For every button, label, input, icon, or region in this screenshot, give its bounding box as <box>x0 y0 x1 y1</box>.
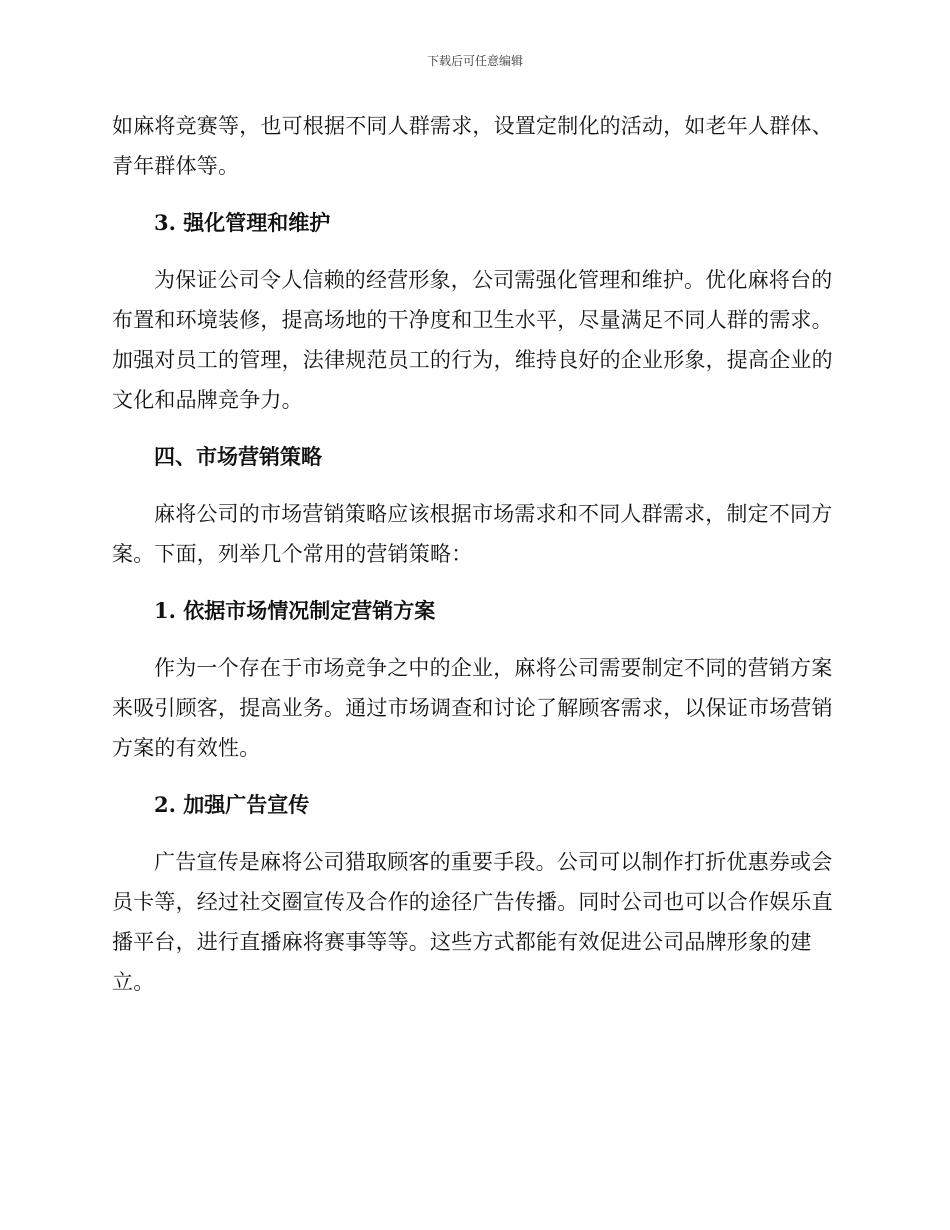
paragraph-continuation: 如麻将竞赛等，也可根据不同人群需求，设置定制化的活动，如老年人群体、青年群体等。 <box>112 114 833 178</box>
paragraph-market-plan: 作为一个存在于市场竞争之中的企业，麻将公司需要制定不同的营销方案来吸引顾客，提高业务。通过市场调查和讨论了解顾客需求，以保证市场营销方案的有效性。 <box>112 656 833 760</box>
paragraph-advertising: 广告宣传是麻将公司猎取顾客的重要手段。公司可以制作打折优惠券或会员卡等，经过社交圈宣传及合作的途径广告传播。同时公司也可以合作娱乐直播平台，进行直播麻将赛事等等。这些方式都能有效促进公司品牌形象的建立。 <box>112 850 833 994</box>
page-header: 下载后可任意编辑 <box>426 54 523 68</box>
section-heading-marketing: 四、市场营销策略 <box>154 444 322 469</box>
paragraph-marketing-intro: 麻将公司的市场营销策略应该根据市场需求和不同人群需求，制定不同方案。下面，列举几个常用的营销策略： <box>112 502 833 566</box>
document-body <box>112 106 842 1019</box>
section-heading-management: 3. 强化管理和维护 <box>154 210 331 235</box>
section-heading-market-plan: 1. 依据市场情况制定营销方案 <box>154 598 436 623</box>
section-heading-advertising: 2. 加强广告宣传 <box>154 792 310 817</box>
paragraph-management: 为保证公司令人信赖的经营形象，公司需强化管理和维护。优化麻将台的布置和环境装修，提高场地的干净度和卫生水平，尽量满足不同人群的需求。加强对员工的管理，法律规范员工的行为，维持良好的企业形象，提高企业的文化和品牌竞争力。 <box>112 268 833 412</box>
